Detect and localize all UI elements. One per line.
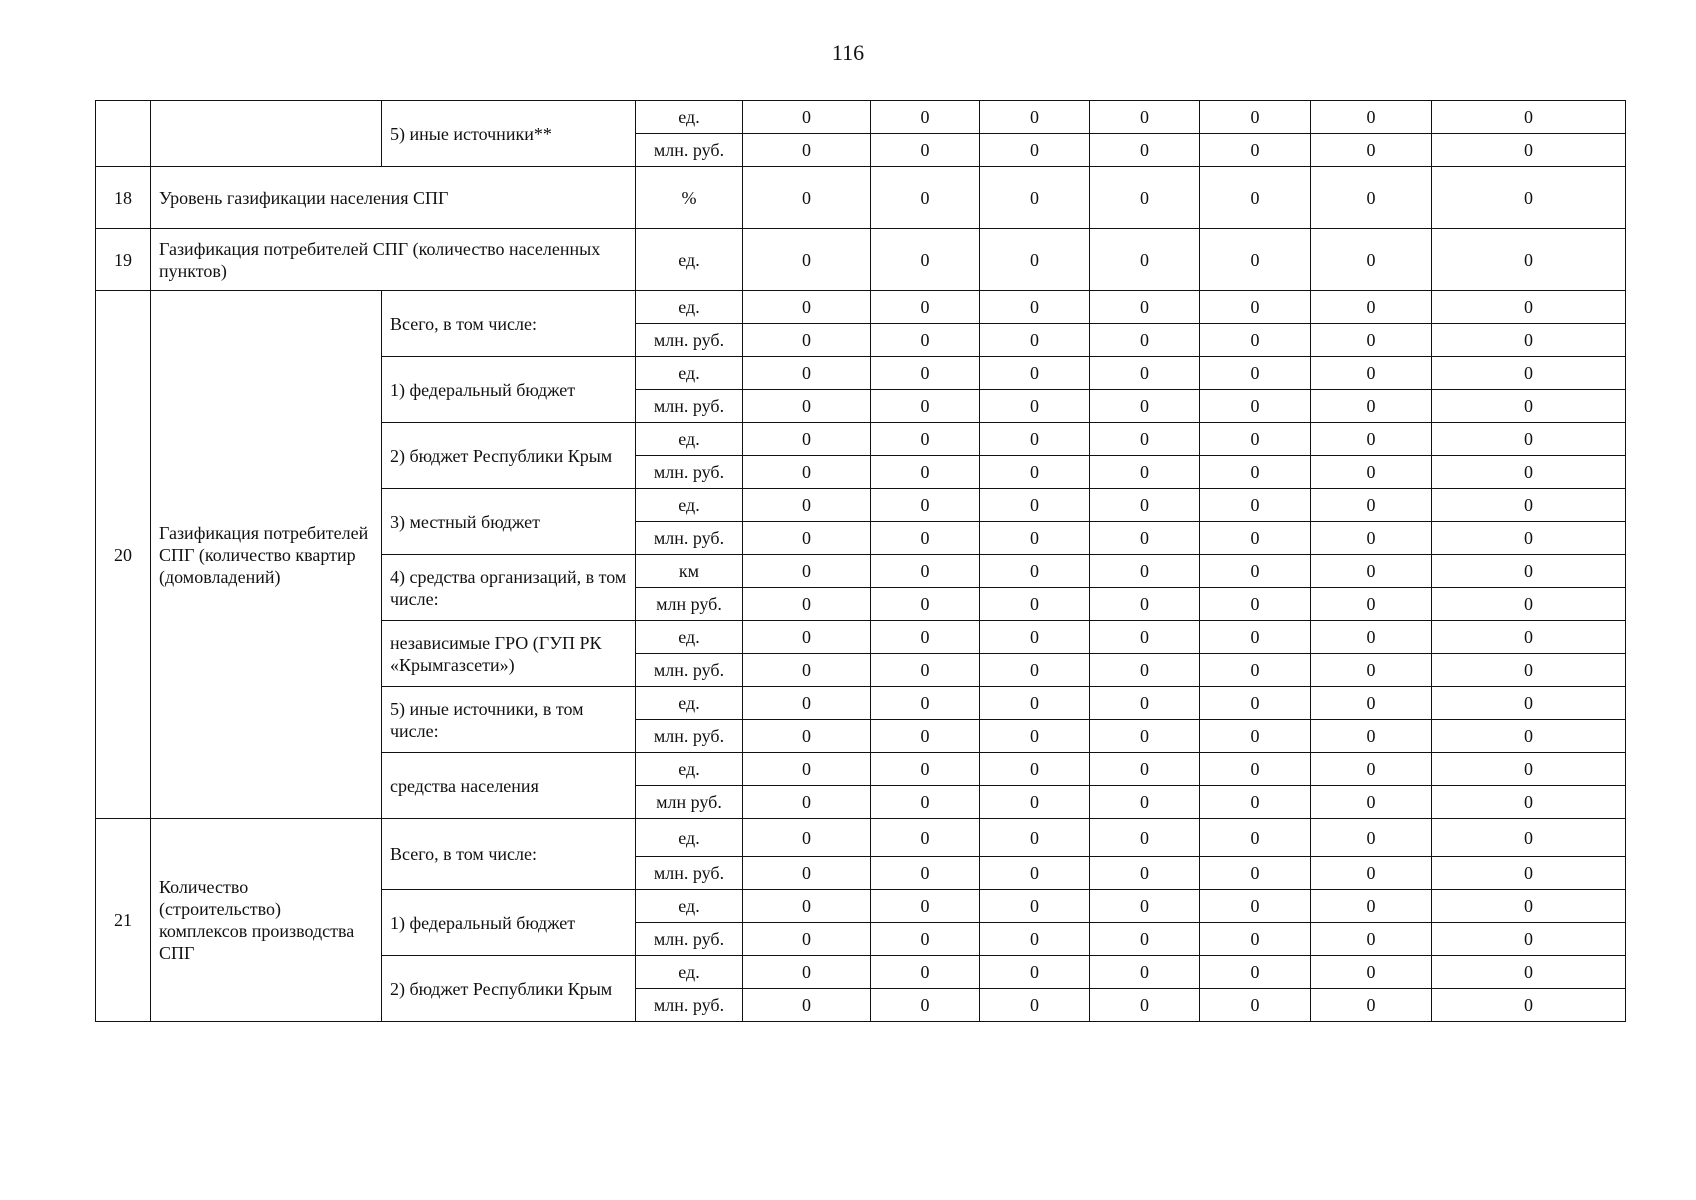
unit-cell: млн. руб. bbox=[636, 522, 743, 555]
value-cell: 0 bbox=[980, 522, 1090, 555]
value-cell: 0 bbox=[980, 555, 1090, 588]
value-cell: 0 bbox=[871, 555, 980, 588]
unit-cell: % bbox=[636, 167, 743, 229]
value-cell: 0 bbox=[1090, 654, 1200, 687]
unit-cell: млн. руб. bbox=[636, 720, 743, 753]
value-cell: 0 bbox=[871, 857, 980, 890]
value-cell: 0 bbox=[1090, 786, 1200, 819]
value-cell: 0 bbox=[1311, 134, 1432, 167]
value-cell: 0 bbox=[980, 324, 1090, 357]
value-cell: 0 bbox=[980, 654, 1090, 687]
value-cell: 0 bbox=[1090, 555, 1200, 588]
indicator-cell bbox=[151, 101, 382, 167]
value-cell: 0 bbox=[871, 956, 980, 989]
value-cell: 0 bbox=[1090, 857, 1200, 890]
unit-cell: ед. bbox=[636, 890, 743, 923]
value-cell: 0 bbox=[871, 101, 980, 134]
value-cell: 0 bbox=[980, 956, 1090, 989]
indicator-cell: Уровень газификации населения СПГ bbox=[151, 167, 636, 229]
value-cell: 0 bbox=[1090, 621, 1200, 654]
source-cell: Всего, в том числе: bbox=[382, 819, 636, 890]
value-cell: 0 bbox=[1432, 291, 1626, 324]
value-cell: 0 bbox=[1432, 522, 1626, 555]
value-cell: 0 bbox=[1090, 324, 1200, 357]
value-cell: 0 bbox=[743, 819, 871, 857]
value-cell: 0 bbox=[871, 229, 980, 291]
value-cell: 0 bbox=[980, 489, 1090, 522]
value-cell: 0 bbox=[1090, 890, 1200, 923]
source-cell: 5) иные источники** bbox=[382, 101, 636, 167]
value-cell: 0 bbox=[1311, 687, 1432, 720]
value-cell: 0 bbox=[743, 956, 871, 989]
value-cell: 0 bbox=[743, 753, 871, 786]
indicator-cell: Количество (строительство) комплексов производства СПГ bbox=[151, 819, 382, 1022]
row-number-cell: 18 bbox=[96, 167, 151, 229]
value-cell: 0 bbox=[1311, 923, 1432, 956]
unit-cell: млн. руб. bbox=[636, 989, 743, 1022]
source-cell: Всего, в том числе: bbox=[382, 291, 636, 357]
value-cell: 0 bbox=[1311, 167, 1432, 229]
unit-cell: млн. руб. bbox=[636, 134, 743, 167]
value-cell: 0 bbox=[1200, 621, 1311, 654]
value-cell: 0 bbox=[743, 167, 871, 229]
row-number-cell: 20 bbox=[96, 291, 151, 819]
value-cell: 0 bbox=[1432, 101, 1626, 134]
value-cell: 0 bbox=[1432, 956, 1626, 989]
value-cell: 0 bbox=[871, 456, 980, 489]
value-cell: 0 bbox=[743, 989, 871, 1022]
value-cell: 0 bbox=[743, 555, 871, 588]
value-cell: 0 bbox=[743, 654, 871, 687]
value-cell: 0 bbox=[871, 786, 980, 819]
value-cell: 0 bbox=[1090, 923, 1200, 956]
unit-cell: млн. руб. bbox=[636, 857, 743, 890]
value-cell: 0 bbox=[1090, 134, 1200, 167]
table-row bbox=[96, 229, 1626, 291]
value-cell: 0 bbox=[1432, 456, 1626, 489]
value-cell: 0 bbox=[743, 588, 871, 621]
value-cell: 0 bbox=[871, 621, 980, 654]
value-cell: 0 bbox=[743, 229, 871, 291]
value-cell: 0 bbox=[1311, 291, 1432, 324]
value-cell: 0 bbox=[743, 324, 871, 357]
value-cell: 0 bbox=[1090, 687, 1200, 720]
value-cell: 0 bbox=[1200, 229, 1311, 291]
value-cell: 0 bbox=[1432, 819, 1626, 857]
value-cell: 0 bbox=[980, 101, 1090, 134]
value-cell: 0 bbox=[1311, 522, 1432, 555]
unit-cell: ед. bbox=[636, 101, 743, 134]
unit-cell: ед. bbox=[636, 687, 743, 720]
source-cell: 4) средства организаций, в том числе: bbox=[382, 555, 636, 621]
value-cell: 0 bbox=[980, 819, 1090, 857]
value-cell: 0 bbox=[1200, 134, 1311, 167]
value-cell: 0 bbox=[1200, 989, 1311, 1022]
value-cell: 0 bbox=[871, 687, 980, 720]
unit-cell: ед. bbox=[636, 489, 743, 522]
value-cell: 0 bbox=[1311, 357, 1432, 390]
value-cell: 0 bbox=[980, 390, 1090, 423]
value-cell: 0 bbox=[1200, 489, 1311, 522]
value-cell: 0 bbox=[1311, 390, 1432, 423]
value-cell: 0 bbox=[1311, 720, 1432, 753]
unit-cell: ед. bbox=[636, 229, 743, 291]
value-cell: 0 bbox=[871, 890, 980, 923]
unit-cell: ед. bbox=[636, 621, 743, 654]
indicator-cell: Газификация потребителей СПГ (количество населенных пунктов) bbox=[151, 229, 636, 291]
value-cell: 0 bbox=[1090, 390, 1200, 423]
value-cell: 0 bbox=[743, 621, 871, 654]
value-cell: 0 bbox=[1311, 555, 1432, 588]
source-cell: 2) бюджет Республики Крым bbox=[382, 956, 636, 1022]
value-cell: 0 bbox=[1200, 423, 1311, 456]
unit-cell: млн. руб. bbox=[636, 654, 743, 687]
value-cell: 0 bbox=[1432, 923, 1626, 956]
value-cell: 0 bbox=[1432, 167, 1626, 229]
value-cell: 0 bbox=[743, 786, 871, 819]
value-cell: 0 bbox=[1432, 324, 1626, 357]
value-cell: 0 bbox=[1432, 423, 1626, 456]
source-cell: 1) федеральный бюджет bbox=[382, 357, 636, 423]
value-cell: 0 bbox=[980, 753, 1090, 786]
value-cell: 0 bbox=[1432, 357, 1626, 390]
unit-cell: млн. руб. bbox=[636, 390, 743, 423]
value-cell: 0 bbox=[1200, 654, 1311, 687]
value-cell: 0 bbox=[1311, 621, 1432, 654]
value-cell: 0 bbox=[1432, 654, 1626, 687]
value-cell: 0 bbox=[743, 489, 871, 522]
table-row bbox=[96, 167, 1626, 229]
value-cell: 0 bbox=[1432, 786, 1626, 819]
table-row bbox=[96, 819, 1626, 857]
value-cell: 0 bbox=[1200, 390, 1311, 423]
value-cell: 0 bbox=[980, 229, 1090, 291]
value-cell: 0 bbox=[980, 167, 1090, 229]
value-cell: 0 bbox=[1200, 167, 1311, 229]
source-cell: 1) федеральный бюджет bbox=[382, 890, 636, 956]
value-cell: 0 bbox=[743, 923, 871, 956]
unit-cell: ед. bbox=[636, 291, 743, 324]
unit-cell: млн руб. bbox=[636, 786, 743, 819]
value-cell: 0 bbox=[743, 857, 871, 890]
unit-cell: млн. руб. bbox=[636, 456, 743, 489]
value-cell: 0 bbox=[871, 489, 980, 522]
value-cell: 0 bbox=[1432, 555, 1626, 588]
source-cell: 3) местный бюджет bbox=[382, 489, 636, 555]
source-cell: 2) бюджет Республики Крым bbox=[382, 423, 636, 489]
value-cell: 0 bbox=[1432, 989, 1626, 1022]
value-cell: 0 bbox=[1090, 291, 1200, 324]
value-cell: 0 bbox=[1200, 291, 1311, 324]
value-cell: 0 bbox=[1311, 654, 1432, 687]
value-cell: 0 bbox=[1311, 324, 1432, 357]
value-cell: 0 bbox=[871, 989, 980, 1022]
value-cell: 0 bbox=[1311, 489, 1432, 522]
value-cell: 0 bbox=[980, 720, 1090, 753]
value-cell: 0 bbox=[871, 588, 980, 621]
value-cell: 0 bbox=[1311, 819, 1432, 857]
value-cell: 0 bbox=[743, 291, 871, 324]
value-cell: 0 bbox=[1200, 923, 1311, 956]
value-cell: 0 bbox=[1311, 753, 1432, 786]
row-number-cell: 19 bbox=[96, 229, 151, 291]
value-cell: 0 bbox=[871, 390, 980, 423]
value-cell: 0 bbox=[1200, 857, 1311, 890]
value-cell: 0 bbox=[980, 687, 1090, 720]
value-cell: 0 bbox=[1090, 956, 1200, 989]
value-cell: 0 bbox=[1432, 134, 1626, 167]
value-cell: 0 bbox=[1090, 588, 1200, 621]
value-cell: 0 bbox=[1200, 357, 1311, 390]
table-row bbox=[96, 291, 1626, 324]
value-cell: 0 bbox=[1311, 101, 1432, 134]
source-cell: независимые ГРО (ГУП РК «Крымгазсети») bbox=[382, 621, 636, 687]
value-cell: 0 bbox=[1090, 456, 1200, 489]
value-cell: 0 bbox=[1311, 588, 1432, 621]
value-cell: 0 bbox=[743, 390, 871, 423]
value-cell: 0 bbox=[980, 134, 1090, 167]
value-cell: 0 bbox=[743, 357, 871, 390]
value-cell: 0 bbox=[1432, 229, 1626, 291]
value-cell: 0 bbox=[1090, 489, 1200, 522]
value-cell: 0 bbox=[1090, 423, 1200, 456]
value-cell: 0 bbox=[1200, 588, 1311, 621]
value-cell: 0 bbox=[1200, 753, 1311, 786]
value-cell: 0 bbox=[1200, 687, 1311, 720]
value-cell: 0 bbox=[871, 291, 980, 324]
value-cell: 0 bbox=[1200, 324, 1311, 357]
unit-cell: млн. руб. bbox=[636, 324, 743, 357]
value-cell: 0 bbox=[1432, 621, 1626, 654]
unit-cell: ед. bbox=[636, 819, 743, 857]
value-cell: 0 bbox=[871, 324, 980, 357]
value-cell: 0 bbox=[1090, 522, 1200, 555]
value-cell: 0 bbox=[1200, 819, 1311, 857]
value-cell: 0 bbox=[1200, 786, 1311, 819]
value-cell: 0 bbox=[1432, 753, 1626, 786]
value-cell: 0 bbox=[1200, 522, 1311, 555]
value-cell: 0 bbox=[980, 291, 1090, 324]
value-cell: 0 bbox=[1311, 989, 1432, 1022]
value-cell: 0 bbox=[743, 101, 871, 134]
value-cell: 0 bbox=[1090, 167, 1200, 229]
value-cell: 0 bbox=[1090, 720, 1200, 753]
value-cell: 0 bbox=[871, 357, 980, 390]
row-number-cell bbox=[96, 101, 151, 167]
unit-cell: ед. bbox=[636, 423, 743, 456]
value-cell: 0 bbox=[1432, 390, 1626, 423]
value-cell: 0 bbox=[980, 857, 1090, 890]
value-cell: 0 bbox=[1311, 857, 1432, 890]
value-cell: 0 bbox=[1200, 956, 1311, 989]
value-cell: 0 bbox=[1090, 357, 1200, 390]
source-cell: 5) иные источники, в том числе: bbox=[382, 687, 636, 753]
unit-cell: млн. руб. bbox=[636, 923, 743, 956]
unit-cell: ед. bbox=[636, 357, 743, 390]
value-cell: 0 bbox=[980, 989, 1090, 1022]
page-number: 116 bbox=[831, 40, 865, 65]
value-cell: 0 bbox=[871, 423, 980, 456]
value-cell: 0 bbox=[1200, 456, 1311, 489]
value-cell: 0 bbox=[871, 923, 980, 956]
value-cell: 0 bbox=[980, 923, 1090, 956]
value-cell: 0 bbox=[980, 357, 1090, 390]
value-cell: 0 bbox=[1311, 786, 1432, 819]
value-cell: 0 bbox=[1432, 890, 1626, 923]
value-cell: 0 bbox=[1090, 819, 1200, 857]
value-cell: 0 bbox=[743, 134, 871, 167]
indicators-table bbox=[95, 100, 1626, 1022]
value-cell: 0 bbox=[1311, 423, 1432, 456]
unit-cell: ед. bbox=[636, 753, 743, 786]
value-cell: 0 bbox=[980, 423, 1090, 456]
value-cell: 0 bbox=[871, 167, 980, 229]
value-cell: 0 bbox=[980, 456, 1090, 489]
value-cell: 0 bbox=[980, 786, 1090, 819]
indicator-cell: Газификация потребителей СПГ (количество квартир (домовладений) bbox=[151, 291, 382, 819]
value-cell: 0 bbox=[1311, 456, 1432, 489]
value-cell: 0 bbox=[1432, 857, 1626, 890]
value-cell: 0 bbox=[980, 621, 1090, 654]
value-cell: 0 bbox=[980, 588, 1090, 621]
value-cell: 0 bbox=[871, 134, 980, 167]
value-cell: 0 bbox=[743, 687, 871, 720]
unit-cell: ед. bbox=[636, 956, 743, 989]
value-cell: 0 bbox=[1311, 890, 1432, 923]
value-cell: 0 bbox=[871, 720, 980, 753]
value-cell: 0 bbox=[871, 654, 980, 687]
unit-cell: км bbox=[636, 555, 743, 588]
value-cell: 0 bbox=[1432, 489, 1626, 522]
value-cell: 0 bbox=[1432, 720, 1626, 753]
value-cell: 0 bbox=[1090, 101, 1200, 134]
value-cell: 0 bbox=[743, 456, 871, 489]
value-cell: 0 bbox=[1090, 753, 1200, 786]
value-cell: 0 bbox=[1090, 989, 1200, 1022]
source-cell: средства населения bbox=[382, 753, 636, 819]
value-cell: 0 bbox=[871, 753, 980, 786]
table-row bbox=[96, 101, 1626, 134]
value-cell: 0 bbox=[1200, 101, 1311, 134]
value-cell: 0 bbox=[980, 890, 1090, 923]
value-cell: 0 bbox=[1200, 720, 1311, 753]
value-cell: 0 bbox=[1200, 555, 1311, 588]
value-cell: 0 bbox=[1200, 890, 1311, 923]
value-cell: 0 bbox=[743, 720, 871, 753]
value-cell: 0 bbox=[743, 890, 871, 923]
unit-cell: млн руб. bbox=[636, 588, 743, 621]
value-cell: 0 bbox=[871, 522, 980, 555]
value-cell: 0 bbox=[1432, 588, 1626, 621]
value-cell: 0 bbox=[1311, 956, 1432, 989]
value-cell: 0 bbox=[1311, 229, 1432, 291]
value-cell: 0 bbox=[743, 522, 871, 555]
value-cell: 0 bbox=[1432, 687, 1626, 720]
value-cell: 0 bbox=[871, 819, 980, 857]
value-cell: 0 bbox=[1090, 229, 1200, 291]
row-number-cell: 21 bbox=[96, 819, 151, 1022]
value-cell: 0 bbox=[743, 423, 871, 456]
